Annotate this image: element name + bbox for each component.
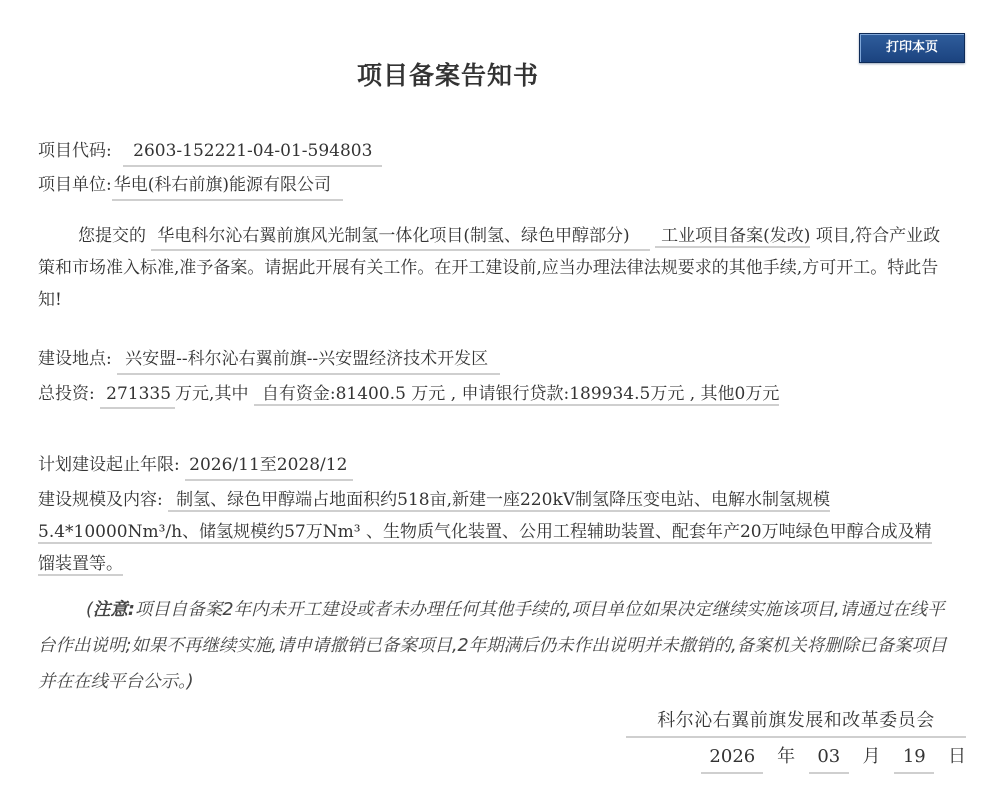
approval-paragraph xyxy=(38,220,948,316)
project-unit-value: 华电(科右前旗)能源有限公司 xyxy=(112,171,343,201)
period-value: 2026/11至2028/12 xyxy=(185,451,353,481)
issuer-name: 科尔沁右翼前旗发展和改革委员会 xyxy=(626,706,966,738)
project-code-row xyxy=(38,136,382,167)
print-page-button[interactable]: 打印本页 xyxy=(859,33,965,63)
scale-value: 制氢、绿色甲醇端占地面积约518亩,新建一座220kV制氢降压变电站、电解水制氢规模5.4*10000Nm³/h、储氢规模约57万Nm³ 、生物质气化装置、公用工程辅助装置、配套年产20万吨绿色甲醇合成及精馏装置等。 xyxy=(38,490,932,574)
project-code-label: 项目代码: xyxy=(38,141,112,161)
period-row xyxy=(38,450,353,481)
document-title: 项目备案告知书 xyxy=(356,61,539,90)
investment-unit-text: 万元,其中 xyxy=(175,384,249,404)
issue-date xyxy=(701,742,966,774)
project-code-value: 2603-152221-04-01-594803 xyxy=(123,137,382,167)
project-name-value: 华电科尔沁右翼前旗风光制氢一体化项目(制氢、绿色甲醇部分) xyxy=(151,223,649,251)
project-type-value: 工业项目备案(发改) xyxy=(655,226,810,248)
investment-breakdown-value: 自有资金:81400.5 万元 , 申请银行贷款:189934.5万元 , 其他0万元 xyxy=(254,384,780,406)
project-unit-label: 项目单位: xyxy=(38,175,112,195)
date-day: 19 xyxy=(894,742,934,774)
scale-row xyxy=(38,484,948,580)
project-unit-row xyxy=(38,170,343,201)
date-day-label: 日 xyxy=(948,746,966,767)
date-year: 2026 xyxy=(701,742,763,774)
location-label: 建设地点: xyxy=(38,349,112,369)
investment-row xyxy=(38,378,938,410)
date-month: 03 xyxy=(809,742,849,774)
investment-total-value: 271335 xyxy=(100,381,175,409)
date-year-label: 年 xyxy=(777,746,796,767)
notice-note xyxy=(38,592,958,700)
note-bold-label: 注意: xyxy=(92,600,135,620)
location-value: 兴安盟--科尔沁右翼前旗--兴安盟经济技术开发区 xyxy=(117,345,500,375)
intro-suffix: 项目,符合产业政策和市场准入标准,准予备案。请据此开展有关工作。在开工建设前,应当办理法律法规要求的其他手续,方可开工。特此告知! xyxy=(38,226,941,310)
period-label: 计划建设起止年限: xyxy=(38,455,180,475)
note-open: ( xyxy=(86,600,93,620)
date-month-label: 月 xyxy=(862,746,881,767)
scale-label: 建设规模及内容: xyxy=(38,490,163,510)
investment-label: 总投资: xyxy=(38,384,95,404)
location-row xyxy=(38,344,500,375)
note-text: 项目自备案2年内未开工建设或者未办理任何其他手续的,项目单位如果决定继续实施该项目,请通过在线平台作出说明;如果不再继续实施,请申请撤销已备案项目,2年期满后仍未作出说明并未撤销的,备案机关将删除已备案项目并在在线平台公示。) xyxy=(38,600,947,692)
intro-prefix: 您提交的 xyxy=(78,226,146,246)
